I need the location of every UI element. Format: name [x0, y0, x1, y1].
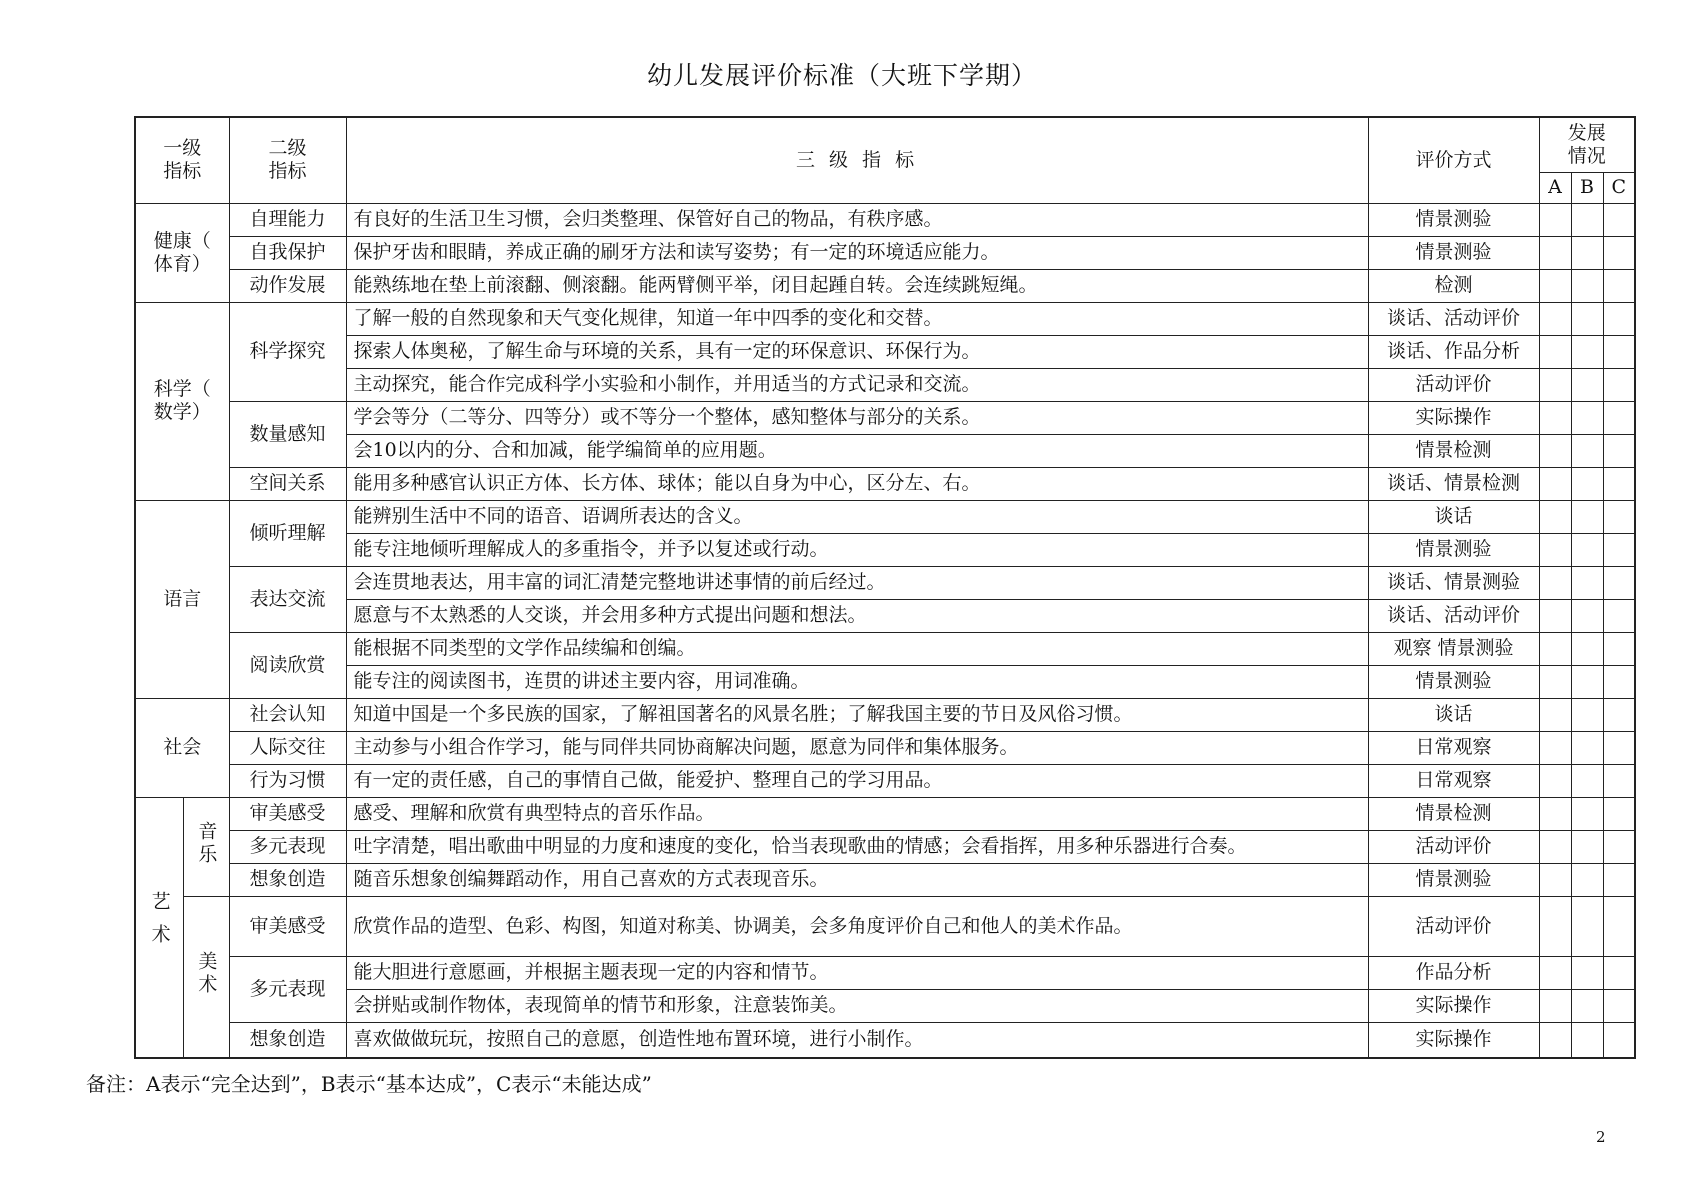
grade-a-cell[interactable] — [1539, 467, 1571, 500]
level3-cell: 能辨别生活中不同的语音、语调所表达的含义。 — [346, 500, 1368, 533]
level3-cell: 会拼贴或制作物体，表现简单的情节和形象，注意装饰美。 — [346, 989, 1368, 1022]
grade-a-cell[interactable] — [1539, 236, 1571, 269]
method-cell: 情景测验 — [1368, 863, 1539, 896]
method-cell: 情景测验 — [1368, 533, 1539, 566]
grade-b-cell[interactable] — [1571, 956, 1603, 989]
grade-c-cell[interactable] — [1603, 989, 1635, 1022]
level1-language: 语言 — [135, 500, 229, 698]
grade-b-cell[interactable] — [1571, 434, 1603, 467]
method-cell: 谈话、情景测验 — [1368, 566, 1539, 599]
method-cell: 作品分析 — [1368, 956, 1539, 989]
header-level1-text: 一级 指标 — [163, 137, 202, 183]
grade-b-cell[interactable] — [1571, 335, 1603, 368]
grade-c-cell[interactable] — [1603, 203, 1635, 236]
evaluation-table — [134, 116, 1636, 1059]
sub-music-text: 音乐 — [195, 820, 218, 867]
level3-cell: 喜欢做做玩玩，按照自己的意愿，创造性地布置环境，进行小制作。 — [346, 1022, 1368, 1058]
level2-cell: 多元表现 — [229, 830, 346, 863]
grade-c-cell[interactable] — [1603, 698, 1635, 731]
sub-music — [183, 797, 229, 896]
method-cell: 实际操作 — [1368, 989, 1539, 1022]
level2-cell: 多元表现 — [229, 956, 346, 1022]
grade-b-cell[interactable] — [1571, 566, 1603, 599]
level1-science — [135, 302, 229, 500]
method-cell: 日常观察 — [1368, 764, 1539, 797]
method-cell: 谈话、活动评价 — [1368, 599, 1539, 632]
grade-c-cell[interactable] — [1603, 434, 1635, 467]
grade-c-header: C — [1603, 172, 1635, 203]
level3-cell: 保护牙齿和眼睛，养成正确的刷牙方法和读写姿势；有一定的环境适应能力。 — [346, 236, 1368, 269]
level1-health — [135, 203, 229, 302]
grade-a-cell[interactable] — [1539, 203, 1571, 236]
level2-cell: 阅读欣赏 — [229, 632, 346, 698]
level3-cell: 知道中国是一个多民族的国家，了解祖国著名的风景名胜；了解我国主要的节日及风俗习惯。 — [346, 698, 1368, 731]
level3-cell: 主动参与小组合作学习，能与同伴共同协商解决问题，愿意为同伴和集体服务。 — [346, 731, 1368, 764]
grade-a-cell[interactable] — [1539, 956, 1571, 989]
grade-c-cell[interactable] — [1603, 500, 1635, 533]
level1-society: 社会 — [135, 698, 229, 797]
method-cell: 情景检测 — [1368, 797, 1539, 830]
sub-fine-art-text: 美术 — [195, 950, 218, 997]
level3-cell: 感受、理解和欣赏有典型特点的音乐作品。 — [346, 797, 1368, 830]
grade-b-cell[interactable] — [1571, 203, 1603, 236]
grade-c-cell[interactable] — [1603, 731, 1635, 764]
level3-cell: 有良好的生活卫生习惯，会归类整理、保管好自己的物品，有秩序感。 — [346, 203, 1368, 236]
grade-a-cell[interactable] — [1539, 632, 1571, 665]
level3-cell: 能专注地倾听理解成人的多重指令，并予以复述或行动。 — [346, 533, 1368, 566]
grade-c-cell[interactable] — [1603, 401, 1635, 434]
level2-cell: 行为习惯 — [229, 764, 346, 797]
grade-a-cell[interactable] — [1539, 698, 1571, 731]
grade-c-cell[interactable] — [1603, 830, 1635, 863]
method-cell: 情景测验 — [1368, 203, 1539, 236]
grade-a-cell[interactable] — [1539, 764, 1571, 797]
grade-b-cell[interactable] — [1571, 269, 1603, 302]
grade-a-cell[interactable] — [1539, 302, 1571, 335]
grade-a-cell[interactable] — [1539, 1022, 1571, 1058]
grade-b-cell[interactable] — [1571, 467, 1603, 500]
method-cell: 活动评价 — [1368, 830, 1539, 863]
method-cell: 谈话、活动评价 — [1368, 302, 1539, 335]
grade-a-cell[interactable] — [1539, 566, 1571, 599]
header-status-text: 发展 情况 — [1567, 121, 1606, 167]
grade-b-header: B — [1571, 172, 1603, 203]
grade-b-cell[interactable] — [1571, 401, 1603, 434]
method-cell: 日常观察 — [1368, 731, 1539, 764]
grade-c-cell[interactable] — [1603, 302, 1635, 335]
level3-cell: 随音乐想象创编舞蹈动作，用自己喜欢的方式表现音乐。 — [346, 863, 1368, 896]
method-cell: 观察 情景测验 — [1368, 632, 1539, 665]
grade-b-cell[interactable] — [1571, 764, 1603, 797]
grade-b-cell[interactable] — [1571, 989, 1603, 1022]
method-cell: 谈话 — [1368, 698, 1539, 731]
grade-b-cell[interactable] — [1571, 797, 1603, 830]
level2-cell: 倾听理解 — [229, 500, 346, 566]
method-cell: 谈话、情景检测 — [1368, 467, 1539, 500]
page-number: 2 — [1596, 1128, 1606, 1146]
grade-c-cell[interactable] — [1603, 599, 1635, 632]
grade-c-cell[interactable] — [1603, 368, 1635, 401]
header-level3: 三 级 指 标 — [346, 117, 1368, 203]
level2-cell: 科学探究 — [229, 302, 346, 401]
page-title: 幼儿发展评价标准（大班下学期） — [646, 61, 1037, 90]
grade-a-cell[interactable] — [1539, 731, 1571, 764]
grade-b-cell[interactable] — [1571, 830, 1603, 863]
method-cell: 实际操作 — [1368, 401, 1539, 434]
grade-a-cell[interactable] — [1539, 599, 1571, 632]
level3-cell: 欣赏作品的造型、色彩、构图，知道对称美、协调美，会多角度评价自己和他人的美术作品。 — [346, 896, 1368, 956]
method-cell: 谈话 — [1368, 500, 1539, 533]
grade-c-cell[interactable] — [1603, 566, 1635, 599]
grade-c-cell[interactable] — [1603, 236, 1635, 269]
level3-cell: 能用多种感官认识正方体、长方体、球体；能以自身为中心，区分左、右。 — [346, 467, 1368, 500]
grade-b-cell[interactable] — [1571, 533, 1603, 566]
grade-b-cell[interactable] — [1571, 863, 1603, 896]
grade-c-cell[interactable] — [1603, 335, 1635, 368]
grade-c-cell[interactable] — [1603, 269, 1635, 302]
level2-cell: 想象创造 — [229, 1022, 346, 1058]
grade-a-cell[interactable] — [1539, 665, 1571, 698]
level3-cell: 能专注的阅读图书，连贯的讲述主要内容，用词准确。 — [346, 665, 1368, 698]
level3-cell: 吐字清楚，唱出歌曲中明显的力度和速度的变化，恰当表现歌曲的情感；会看指挥，用多种乐器进行合奏。 — [346, 830, 1368, 863]
level3-cell: 能熟练地在垫上前滚翻、侧滚翻。能两臂侧平举，闭目起踵自转。会连续跳短绳。 — [346, 269, 1368, 302]
header-method: 评价方式 — [1368, 117, 1539, 203]
grade-c-cell[interactable] — [1603, 896, 1635, 956]
grade-a-cell[interactable] — [1539, 863, 1571, 896]
grade-a-header: A — [1539, 172, 1571, 203]
grade-b-cell[interactable] — [1571, 731, 1603, 764]
method-cell: 活动评价 — [1368, 368, 1539, 401]
grade-b-cell[interactable] — [1571, 368, 1603, 401]
level1-arts — [135, 797, 183, 1058]
grade-c-cell[interactable] — [1603, 797, 1635, 830]
level3-cell: 学会等分（二等分、四等分）或不等分一个整体，感知整体与部分的关系。 — [346, 401, 1368, 434]
level3-cell: 能大胆进行意愿画，并根据主题表现一定的内容和情节。 — [346, 956, 1368, 989]
grade-a-cell[interactable] — [1539, 797, 1571, 830]
grade-c-cell[interactable] — [1603, 764, 1635, 797]
grade-c-cell[interactable] — [1603, 863, 1635, 896]
level3-cell: 能根据不同类型的文学作品续编和创编。 — [346, 632, 1368, 665]
method-cell: 活动评价 — [1368, 896, 1539, 956]
method-cell: 情景测验 — [1368, 665, 1539, 698]
grade-b-cell[interactable] — [1571, 236, 1603, 269]
grade-c-cell[interactable] — [1603, 956, 1635, 989]
level2-cell: 审美感受 — [229, 896, 346, 956]
grade-c-cell[interactable] — [1603, 665, 1635, 698]
grade-c-cell[interactable] — [1603, 533, 1635, 566]
level2-cell: 人际交往 — [229, 731, 346, 764]
level2-cell: 审美感受 — [229, 797, 346, 830]
level3-cell: 主动探究，能合作完成科学小实验和小制作，并用适当的方式记录和交流。 — [346, 368, 1368, 401]
method-cell: 谈话、作品分析 — [1368, 335, 1539, 368]
level3-cell: 探索人体奥秘，了解生命与环境的关系，具有一定的环保意识、环保行为。 — [346, 335, 1368, 368]
method-cell: 实际操作 — [1368, 1022, 1539, 1058]
method-cell: 情景测验 — [1368, 236, 1539, 269]
grade-a-cell[interactable] — [1539, 896, 1571, 956]
level1-health-text: 健康（ 体育） — [153, 229, 211, 275]
grade-b-cell[interactable] — [1571, 665, 1603, 698]
grade-b-cell[interactable] — [1571, 1022, 1603, 1058]
footnote: 备注：A表示“完全达到”，B表示“基本达成”，C表示“未能达成” — [86, 1072, 652, 1096]
grade-a-cell[interactable] — [1539, 368, 1571, 401]
header-level2-text: 二级 指标 — [268, 137, 307, 183]
level1-arts-text: 艺术 — [148, 891, 171, 958]
level2-cell: 自理能力 — [229, 203, 346, 236]
header-status — [1539, 117, 1635, 172]
level3-cell: 有一定的责任感，自己的事情自己做，能爱护、整理自己的学习用品。 — [346, 764, 1368, 797]
header-level1 — [135, 117, 229, 203]
grade-b-cell[interactable] — [1571, 599, 1603, 632]
level2-cell: 自我保护 — [229, 236, 346, 269]
level2-cell: 动作发展 — [229, 269, 346, 302]
header-level2 — [229, 117, 346, 203]
grade-a-cell[interactable] — [1539, 401, 1571, 434]
sub-fine-art — [183, 896, 229, 1058]
level2-cell: 空间关系 — [229, 467, 346, 500]
grade-a-cell[interactable] — [1539, 335, 1571, 368]
grade-a-cell[interactable] — [1539, 989, 1571, 1022]
grade-a-cell[interactable] — [1539, 434, 1571, 467]
level2-cell: 表达交流 — [229, 566, 346, 632]
level2-cell: 想象创造 — [229, 863, 346, 896]
grade-b-cell[interactable] — [1571, 302, 1603, 335]
grade-b-cell[interactable] — [1571, 698, 1603, 731]
grade-a-cell[interactable] — [1539, 500, 1571, 533]
level3-cell: 愿意与不太熟悉的人交谈，并会用多种方式提出问题和想法。 — [346, 599, 1368, 632]
grade-a-cell[interactable] — [1539, 830, 1571, 863]
grade-a-cell[interactable] — [1539, 533, 1571, 566]
level2-cell: 社会认知 — [229, 698, 346, 731]
level3-cell: 了解一般的自然现象和天气变化规律，知道一年中四季的变化和交替。 — [346, 302, 1368, 335]
grade-b-cell[interactable] — [1571, 632, 1603, 665]
grade-a-cell[interactable] — [1539, 269, 1571, 302]
method-cell: 情景检测 — [1368, 434, 1539, 467]
level2-cell: 数量感知 — [229, 401, 346, 467]
level1-science-text: 科学（ 数学） — [153, 378, 211, 423]
grade-c-cell[interactable] — [1603, 632, 1635, 665]
method-cell: 检测 — [1368, 269, 1539, 302]
grade-b-cell[interactable] — [1571, 896, 1603, 956]
level3-cell: 会连贯地表达，用丰富的词汇清楚完整地讲述事情的前后经过。 — [346, 566, 1368, 599]
level3-cell: 会10以内的分、合和加减，能学编简单的应用题。 — [346, 434, 1368, 467]
grade-c-cell[interactable] — [1603, 467, 1635, 500]
grade-b-cell[interactable] — [1571, 500, 1603, 533]
grade-c-cell[interactable] — [1603, 1022, 1635, 1058]
